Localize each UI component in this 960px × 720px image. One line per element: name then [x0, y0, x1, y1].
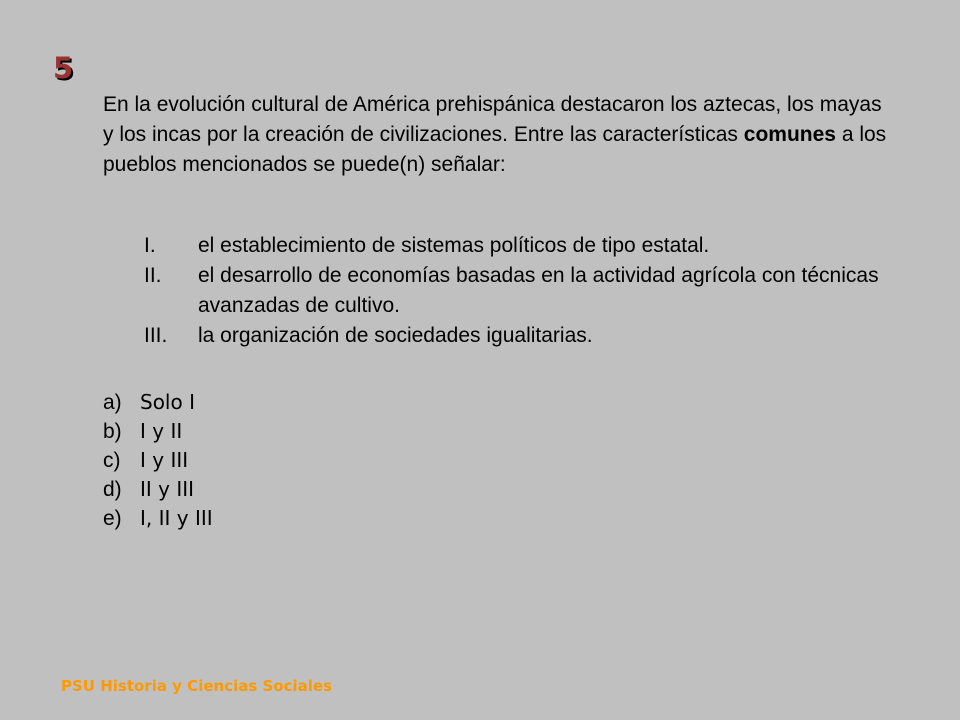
- option-text: I y II: [140, 419, 183, 443]
- answer-options: [103, 388, 213, 533]
- answer-option-e[interactable]: [103, 504, 213, 533]
- option-text: I, II y III: [140, 506, 213, 530]
- option-letter: c): [103, 449, 121, 472]
- option-letter: d): [103, 478, 122, 501]
- footer-label: PSU Historia y Ciencias Sociales: [61, 677, 332, 695]
- answer-option-b[interactable]: [103, 417, 213, 446]
- statement-text: el desarrollo de economías basadas en la actividad agrícola con técnicas avanzadas de cultivo.: [198, 264, 879, 317]
- answer-option-a[interactable]: [103, 388, 213, 417]
- statement-numeral: I.: [144, 234, 156, 257]
- statement-item: [144, 321, 884, 351]
- statement-item: [144, 261, 884, 321]
- option-text: II y III: [140, 477, 195, 501]
- statement-text: el establecimiento de sistemas políticos de tipo estatal.: [198, 234, 710, 257]
- statement-numeral: II.: [144, 264, 162, 287]
- statement-item: [144, 231, 884, 261]
- statement-list: [144, 231, 884, 351]
- statement-text: la organización de sociedades igualitarias.: [198, 324, 593, 347]
- stem-emphasis: comunes: [743, 123, 836, 146]
- option-letter: b): [103, 420, 122, 443]
- stem-text-start: En la evolución cultural de América prehispánica destacaron los aztecas, los mayas y los incas por la creación de civilizaciones. Entre las características: [103, 93, 882, 146]
- statement-numeral: III.: [144, 324, 168, 347]
- option-letter: e): [103, 507, 122, 530]
- answer-option-d[interactable]: [103, 475, 213, 504]
- answer-option-c[interactable]: [103, 446, 213, 475]
- option-letter: a): [103, 391, 122, 414]
- stem-text-end: a los pueblos mencionados se puede(n) señalar:: [103, 123, 887, 176]
- option-text: Solo I: [140, 390, 195, 414]
- question-stem: [103, 90, 893, 180]
- option-text: I y III: [140, 448, 189, 472]
- question-number: 5: [53, 51, 74, 85]
